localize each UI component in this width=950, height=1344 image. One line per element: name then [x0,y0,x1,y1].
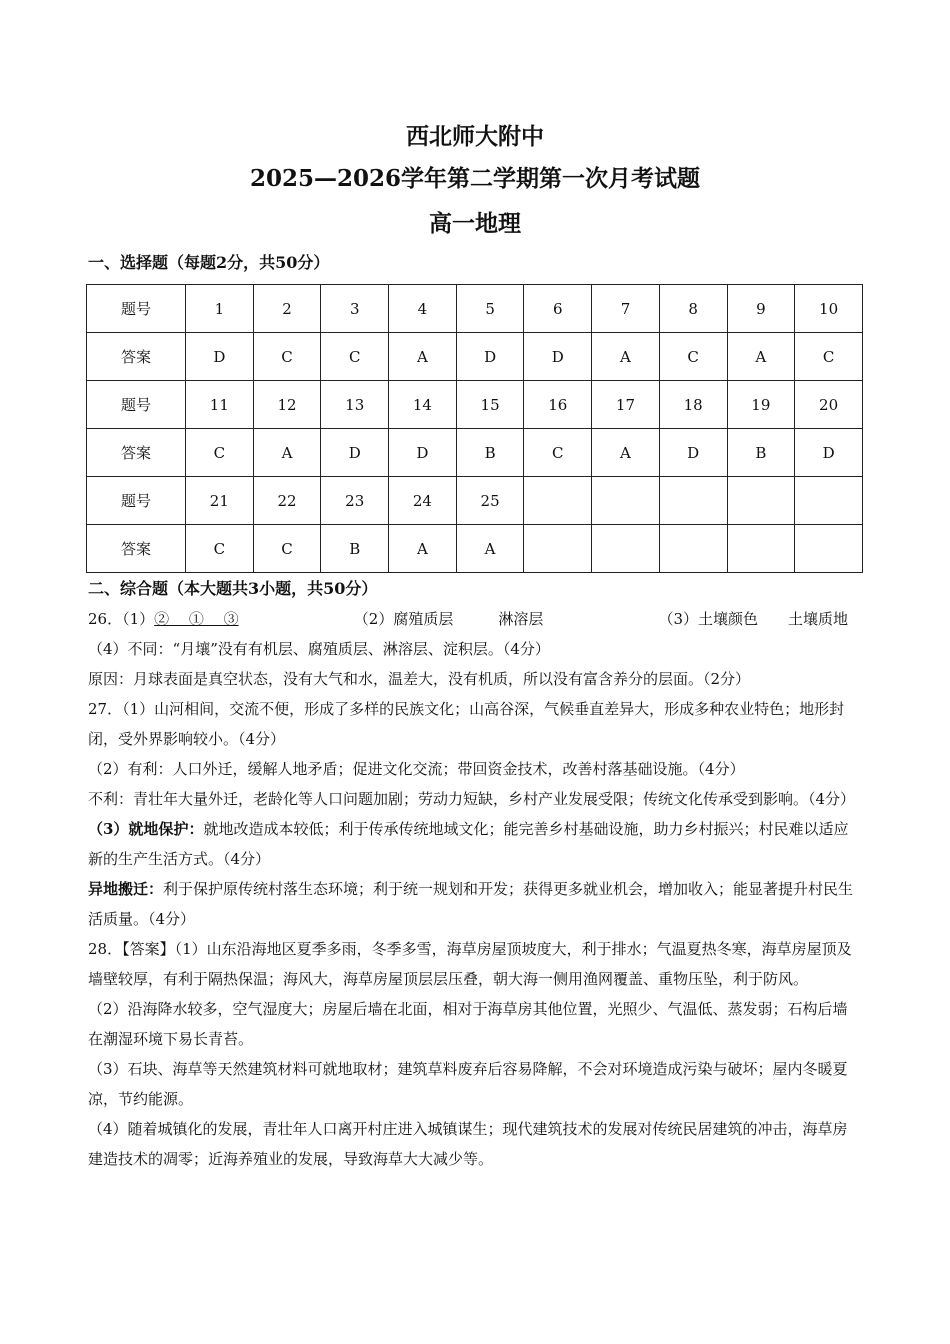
q27-p3-label: （3）就地保护： [88,820,204,838]
q28-prefix: 28．【答案】 [88,940,175,958]
answer-cell: D [524,333,592,381]
answer-cell [659,525,727,573]
q26-prefix: 26．（1） [88,610,155,628]
answer-cell: B [321,525,389,573]
answer-row [87,333,863,381]
question-number-cell: 23 [321,477,389,525]
subject-title: 高一地理 [429,210,521,237]
answer-row [87,525,863,573]
answer-cell: D [456,333,524,381]
question-number-cell: 21 [186,477,254,525]
q27-p3b-text: 利于保护原传统村落生态环境；利于统一规划和开发；获得更多就业机会，增加收入；能显著提升村民生活质量。（4分） [88,880,854,928]
comprehensive-answers [88,604,858,1174]
answer-cell [795,525,863,573]
question-number-cell: 8 [659,285,727,333]
question-number-cell: 25 [456,477,524,525]
answer-cell: A [389,333,457,381]
question-number-cell: 10 [795,285,863,333]
question-number-cell [727,477,795,525]
question-number-row-label: 题号 [87,285,186,333]
answer-cell: A [592,333,660,381]
answer-cell [524,525,592,573]
question-number-cell: 19 [727,381,795,429]
question-number-cell: 17 [592,381,660,429]
question-number-cell [592,477,660,525]
section1-heading: 一、选择题（每题2分，共50分） [88,253,330,272]
question-number-cell: 2 [253,285,321,333]
q27-p2: （2）有利：人口外迁，缓解人地矛盾；促进文化交流；带回资金技术，改善村落基础设施。（4分） [88,760,745,778]
answer-cell: A [456,525,524,573]
answer-cell: C [253,333,321,381]
question-number-cell [524,477,592,525]
answer-cell: C [186,525,254,573]
answer-cell: D [795,429,863,477]
answer-cell: D [389,429,457,477]
q28-p3: （3）石块、海草等天然建筑材料可就地取材；建筑草料废弃后容易降解，不会对环境造成污染与破坏；屋内冬暖夏凉，节约能源。 [88,1060,848,1108]
question-number-cell: 12 [253,381,321,429]
answer-cell: D [186,333,254,381]
q27-p3-text: 就地改造成本较低；利于传承传统地域文化；能完善乡村基础设施，助力乡村振兴；村民难以适应新的生产生活方式。（4分） [88,820,849,868]
question-number-cell: 6 [524,285,592,333]
question-number-cell: 20 [795,381,863,429]
question-number-cell: 18 [659,381,727,429]
answer-cell: C [253,525,321,573]
q28-p4: （4）随着城镇化的发展，青壮年人口离开村庄进入城镇谋生；现代建筑技术的发展对传统民居建筑的冲击，海草房建造技术的凋零；近海养殖业的发展，导致海草大大减少等。 [88,1120,848,1168]
question-number-row [87,285,863,333]
choice-answer-table [86,284,863,573]
q26-p4: （4）不同：“月壤”没有有机层、腐殖质层、淋溶层、淀积层。（4分） [88,640,550,658]
answer-cell: A [389,525,457,573]
q26-p1-answer: ② ① ③ [154,610,239,628]
q26-p2: （2）腐殖质层 淋溶层 [353,610,544,628]
answer-cell: D [321,429,389,477]
q28-p1-text: （1）山东沿海地区夏季多雨，冬季多雪，海草房屋顶坡度大，利于排水；气温夏热冬寒，海草房屋顶及墙壁较厚，有利于隔热保温；海风大，海草房屋顶层层压叠，朝大海一侧用渔网覆盖、重物压坠，利于防风。 [88,940,852,988]
question-number-cell [659,477,727,525]
answer-cell: A [253,429,321,477]
school-title: 西北师大附中 [406,123,544,150]
q27-p3 [88,814,858,874]
q28-p2: （2）沿海降水较多，空气湿度大；房屋后墙在北面，相对于海草房其他位置，光照少、气温低、蒸发弱；石构后墙在潮湿环境下易长青苔。 [88,1000,848,1048]
answer-cell: B [456,429,524,477]
question-number-cell: 5 [456,285,524,333]
q27-p3b-label: 异地搬迁： [88,880,164,898]
question-number-cell: 4 [389,285,457,333]
answer-cell: C [659,333,727,381]
answer-row [87,429,863,477]
answer-cell: A [592,429,660,477]
q27-p3b [88,874,858,934]
question-number-cell [795,477,863,525]
question-number-row-label: 题号 [87,381,186,429]
answer-row-label: 答案 [87,525,186,573]
question-number-cell: 22 [253,477,321,525]
section2-heading: 二、综合题（本大题共3小题，共50分） [88,579,378,598]
q28-p1 [88,934,858,994]
question-number-cell: 16 [524,381,592,429]
answer-cell: A [727,333,795,381]
answer-cell: C [524,429,592,477]
question-number-cell: 1 [186,285,254,333]
answer-cell [727,525,795,573]
q27-p1: 27．（1）山河相间，交流不便，形成了多样的民族文化；山高谷深，气候垂直差异大，形成多种农业特色；地形封闭，受外界影响较小。（4分） [88,700,845,748]
question-number-cell: 7 [592,285,660,333]
question-number-row-label: 题号 [87,477,186,525]
q26-reason: 原因：月球表面是真空状态，没有大气和水，温差大，没有机质，所以没有富含养分的层面。（2分） [88,670,751,688]
answer-cell: C [321,333,389,381]
answer-cell: C [186,429,254,477]
question-number-cell: 11 [186,381,254,429]
answer-cell: D [659,429,727,477]
exam-title: 2025—2026学年第二学期第一次月考试题 [249,165,701,192]
q26-line1 [88,604,858,634]
question-number-cell: 15 [456,381,524,429]
q27-p2b: 不利：青壮年大量外迁，老龄化等人口问题加剧；劳动力短缺，乡村产业发展受限；传统文化传承受到影响。（4分） [88,790,856,808]
answer-row-label: 答案 [87,333,186,381]
question-number-cell: 3 [321,285,389,333]
question-number-row [87,381,863,429]
answer-cell: C [795,333,863,381]
question-number-row [87,477,863,525]
answer-row-label: 答案 [87,429,186,477]
question-number-cell: 24 [389,477,457,525]
answer-cell: B [727,429,795,477]
question-number-cell: 9 [727,285,795,333]
question-number-cell: 13 [321,381,389,429]
question-number-cell: 14 [389,381,457,429]
answer-cell [592,525,660,573]
q26-p3: （3）土壤颜色 土壤质地 [658,610,848,628]
